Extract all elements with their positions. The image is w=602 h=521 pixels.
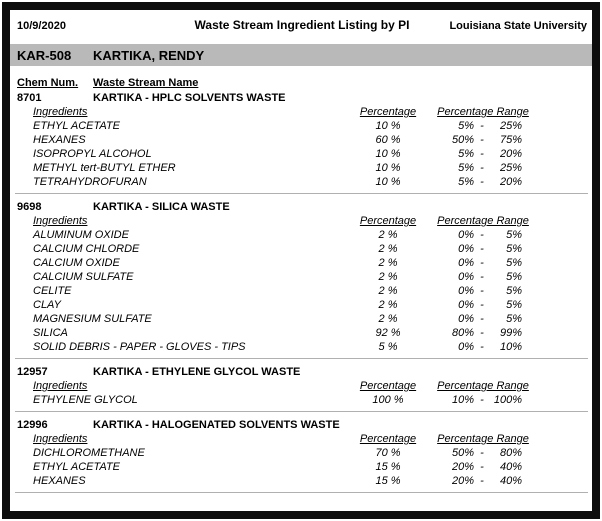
percentage-column-header: Percentage	[359, 106, 417, 118]
ingredient-name: MAGNESIUM SULFATE	[33, 313, 152, 325]
range-low-value: 5%	[458, 148, 474, 160]
range-low-value: 10%	[451, 394, 474, 406]
range-high-value: 20%	[499, 176, 522, 188]
range-low-value: 20%	[451, 461, 474, 473]
range-high-value: 20%	[499, 148, 522, 160]
ingredient-row	[10, 242, 592, 256]
ingredient-row	[10, 161, 592, 175]
range-low-value: 0%	[458, 229, 474, 241]
ingredient-percentage-range	[432, 161, 534, 175]
section-separator	[15, 193, 588, 194]
range-dash: -	[480, 299, 484, 311]
document-content	[10, 10, 592, 493]
range-high-value: 5%	[506, 243, 522, 255]
ingredient-row	[10, 474, 592, 488]
ingredient-name: TETRAHYDROFURAN	[33, 176, 147, 188]
ingredient-row	[10, 175, 592, 189]
ingredient-percentage: 2 %	[378, 313, 398, 325]
waste-stream-name: KARTIKA - ETHYLENE GLYCOL WASTE	[93, 366, 301, 378]
ingredient-name: ISOPROPYL ALCOHOL	[33, 148, 152, 160]
ingredient-row	[10, 147, 592, 161]
ingredient-name: CALCIUM SULFATE	[33, 271, 134, 283]
ingredient-name: METHYL tert-BUTYL ETHER	[33, 162, 176, 174]
ingredient-name: HEXANES	[33, 134, 86, 146]
ingredient-name: CELITE	[33, 285, 72, 297]
range-high-value: 100%	[493, 394, 522, 406]
ingredient-percentage: 10 %	[375, 148, 401, 160]
ingredient-name: CALCIUM CHLORDE	[33, 243, 140, 255]
ingredient-percentage-range	[432, 312, 534, 326]
range-high-value: 5%	[506, 285, 522, 297]
range-dash: -	[480, 120, 484, 132]
range-high-value: 40%	[499, 475, 522, 487]
organization-name: Louisiana State University	[449, 20, 587, 32]
range-high-value: 80%	[499, 447, 522, 459]
ingredient-row	[10, 298, 592, 312]
range-dash: -	[480, 257, 484, 269]
waste-stream-title-row	[10, 418, 592, 432]
range-dash: -	[480, 327, 484, 339]
ingredient-percentage-range	[432, 446, 534, 460]
range-low-value: 5%	[458, 120, 474, 132]
range-low-value: 80%	[451, 327, 474, 339]
ingredient-percentage: 10 %	[375, 120, 401, 132]
ingredient-percentage: 10 %	[375, 176, 401, 188]
ingredient-percentage-range	[432, 228, 534, 242]
chem-num-column-header: Chem Num.	[17, 77, 79, 89]
ingredient-name: HEXANES	[33, 475, 86, 487]
ingredient-percentage: 100 %	[372, 394, 404, 406]
percentage-column-header: Percentage	[359, 380, 417, 392]
percentage-range-column-header: Percentage Range	[437, 433, 529, 445]
waste-stream-section	[10, 91, 592, 194]
ingredient-row	[10, 270, 592, 284]
range-dash: -	[480, 341, 484, 353]
pi-name: KARTIKA, RENDY	[93, 47, 205, 63]
range-dash: -	[480, 148, 484, 160]
ingredient-row	[10, 460, 592, 474]
ingredient-row	[10, 119, 592, 133]
range-high-value: 25%	[499, 162, 522, 174]
waste-stream-name-column-header: Waste Stream Name	[93, 77, 199, 89]
range-low-value: 0%	[458, 243, 474, 255]
percentage-range-column-header: Percentage Range	[437, 106, 529, 118]
ingredient-name: ALUMINUM OXIDE	[33, 229, 129, 241]
range-low-value: 0%	[458, 299, 474, 311]
waste-stream-section	[10, 365, 592, 412]
range-low-value: 0%	[458, 341, 474, 353]
waste-stream-title-row	[10, 365, 592, 379]
range-low-value: 50%	[451, 134, 474, 146]
ingredient-row	[10, 446, 592, 460]
ingredient-name: CLAY	[33, 299, 61, 311]
range-low-value: 0%	[458, 285, 474, 297]
ingredient-percentage: 5 %	[378, 341, 398, 353]
range-dash: -	[480, 285, 484, 297]
range-low-value: 0%	[458, 257, 474, 269]
ingredient-percentage-range	[432, 298, 534, 312]
waste-stream-title-row	[10, 91, 592, 105]
percentage-column-header: Percentage	[359, 433, 417, 445]
range-dash: -	[480, 313, 484, 325]
waste-stream-name: KARTIKA - SILICA WASTE	[93, 201, 230, 213]
range-high-value: 5%	[506, 257, 522, 269]
ingredient-row	[10, 312, 592, 326]
range-high-value: 5%	[506, 271, 522, 283]
ingredient-row	[10, 256, 592, 270]
pi-code: KAR-508	[17, 47, 72, 63]
ingredient-percentage-range	[432, 242, 534, 256]
ingredient-percentage: 2 %	[378, 243, 398, 255]
ingredient-name: SILICA	[33, 327, 68, 339]
range-dash: -	[480, 394, 484, 406]
ingredient-percentage: 15 %	[375, 475, 401, 487]
percentage-range-column-header: Percentage Range	[437, 380, 529, 392]
percentage-column-header: Percentage	[359, 215, 417, 227]
ingredient-name: DICHLOROMETHANE	[33, 447, 145, 459]
ingredient-percentage: 2 %	[378, 285, 398, 297]
range-dash: -	[480, 461, 484, 473]
waste-stream-sections	[10, 91, 592, 493]
report-date: 10/9/2020	[17, 20, 66, 32]
ingredient-percentage: 15 %	[375, 461, 401, 473]
range-low-value: 0%	[458, 271, 474, 283]
ingredients-column-header: Ingredients	[33, 215, 88, 227]
range-high-value: 10%	[499, 341, 522, 353]
section-separator	[15, 411, 588, 412]
ingredient-percentage-range	[432, 474, 534, 488]
ingredient-header-row	[10, 214, 592, 228]
range-dash: -	[480, 229, 484, 241]
range-high-value: 25%	[499, 120, 522, 132]
ingredient-percentage-range	[432, 284, 534, 298]
waste-stream-section	[10, 418, 592, 493]
ingredient-header-row	[10, 379, 592, 393]
range-high-value: 75%	[499, 134, 522, 146]
range-low-value: 5%	[458, 162, 474, 174]
ingredient-name: ETHYL ACETATE	[33, 461, 121, 473]
waste-stream-name: KARTIKA - HPLC SOLVENTS WASTE	[93, 92, 286, 104]
ingredient-name: SOLID DEBRIS - PAPER - GLOVES - TIPS	[33, 341, 246, 353]
waste-stream-section	[10, 200, 592, 359]
table-column-headers	[10, 76, 592, 91]
ingredient-row	[10, 326, 592, 340]
ingredient-percentage: 2 %	[378, 299, 398, 311]
ingredient-percentage: 2 %	[378, 229, 398, 241]
ingredient-row	[10, 393, 592, 407]
ingredient-percentage-range	[432, 393, 534, 407]
range-dash: -	[480, 162, 484, 174]
range-dash: -	[480, 447, 484, 459]
ingredient-header-row	[10, 105, 592, 119]
percentage-range-column-header: Percentage Range	[437, 215, 529, 227]
range-high-value: 5%	[506, 313, 522, 325]
range-high-value: 99%	[499, 327, 522, 339]
waste-stream-chem-num: 12957	[17, 366, 48, 378]
ingredient-percentage-range	[432, 175, 534, 189]
ingredient-name: ETHYLENE GLYCOL	[33, 394, 138, 406]
range-dash: -	[480, 271, 484, 283]
waste-stream-chem-num: 9698	[17, 201, 42, 213]
ingredient-percentage-range	[432, 270, 534, 284]
waste-stream-chem-num: 12996	[17, 419, 48, 431]
ingredients-column-header: Ingredients	[33, 380, 88, 392]
report-title: Waste Stream Ingredient Listing by PI	[194, 18, 410, 32]
range-dash: -	[480, 134, 484, 146]
ingredient-percentage-range	[432, 147, 534, 161]
ingredient-percentage-range	[432, 326, 534, 340]
range-dash: -	[480, 243, 484, 255]
range-low-value: 20%	[451, 475, 474, 487]
range-dash: -	[480, 176, 484, 188]
section-separator	[15, 492, 588, 493]
pi-banner	[10, 44, 592, 66]
ingredient-percentage: 2 %	[378, 271, 398, 283]
ingredient-percentage-range	[432, 256, 534, 270]
range-high-value: 40%	[499, 461, 522, 473]
ingredient-row	[10, 133, 592, 147]
ingredients-column-header: Ingredients	[33, 433, 88, 445]
ingredient-percentage: 92 %	[375, 327, 401, 339]
ingredients-column-header: Ingredients	[33, 106, 88, 118]
ingredient-percentage-range	[432, 119, 534, 133]
ingredient-header-row	[10, 432, 592, 446]
ingredient-percentage-range	[432, 460, 534, 474]
range-low-value: 50%	[451, 447, 474, 459]
section-separator	[15, 358, 588, 359]
ingredient-percentage-range	[432, 340, 534, 354]
ingredient-name: CALCIUM OXIDE	[33, 257, 120, 269]
ingredient-percentage: 2 %	[378, 257, 398, 269]
waste-stream-chem-num: 8701	[17, 92, 42, 104]
ingredient-percentage: 60 %	[375, 134, 401, 146]
ingredient-name: ETHYL ACETATE	[33, 120, 121, 132]
range-low-value: 0%	[458, 313, 474, 325]
waste-stream-title-row	[10, 200, 592, 214]
ingredient-percentage: 10 %	[375, 162, 401, 174]
ingredient-percentage: 70 %	[375, 447, 401, 459]
ingredient-row	[10, 228, 592, 242]
ingredient-row	[10, 284, 592, 298]
range-low-value: 5%	[458, 176, 474, 188]
document-header	[10, 18, 592, 33]
ingredient-row	[10, 340, 592, 354]
range-high-value: 5%	[506, 299, 522, 311]
waste-stream-name: KARTIKA - HALOGENATED SOLVENTS WASTE	[93, 419, 340, 431]
ingredient-percentage-range	[432, 133, 534, 147]
range-dash: -	[480, 475, 484, 487]
range-high-value: 5%	[506, 229, 522, 241]
document-frame	[2, 2, 600, 519]
